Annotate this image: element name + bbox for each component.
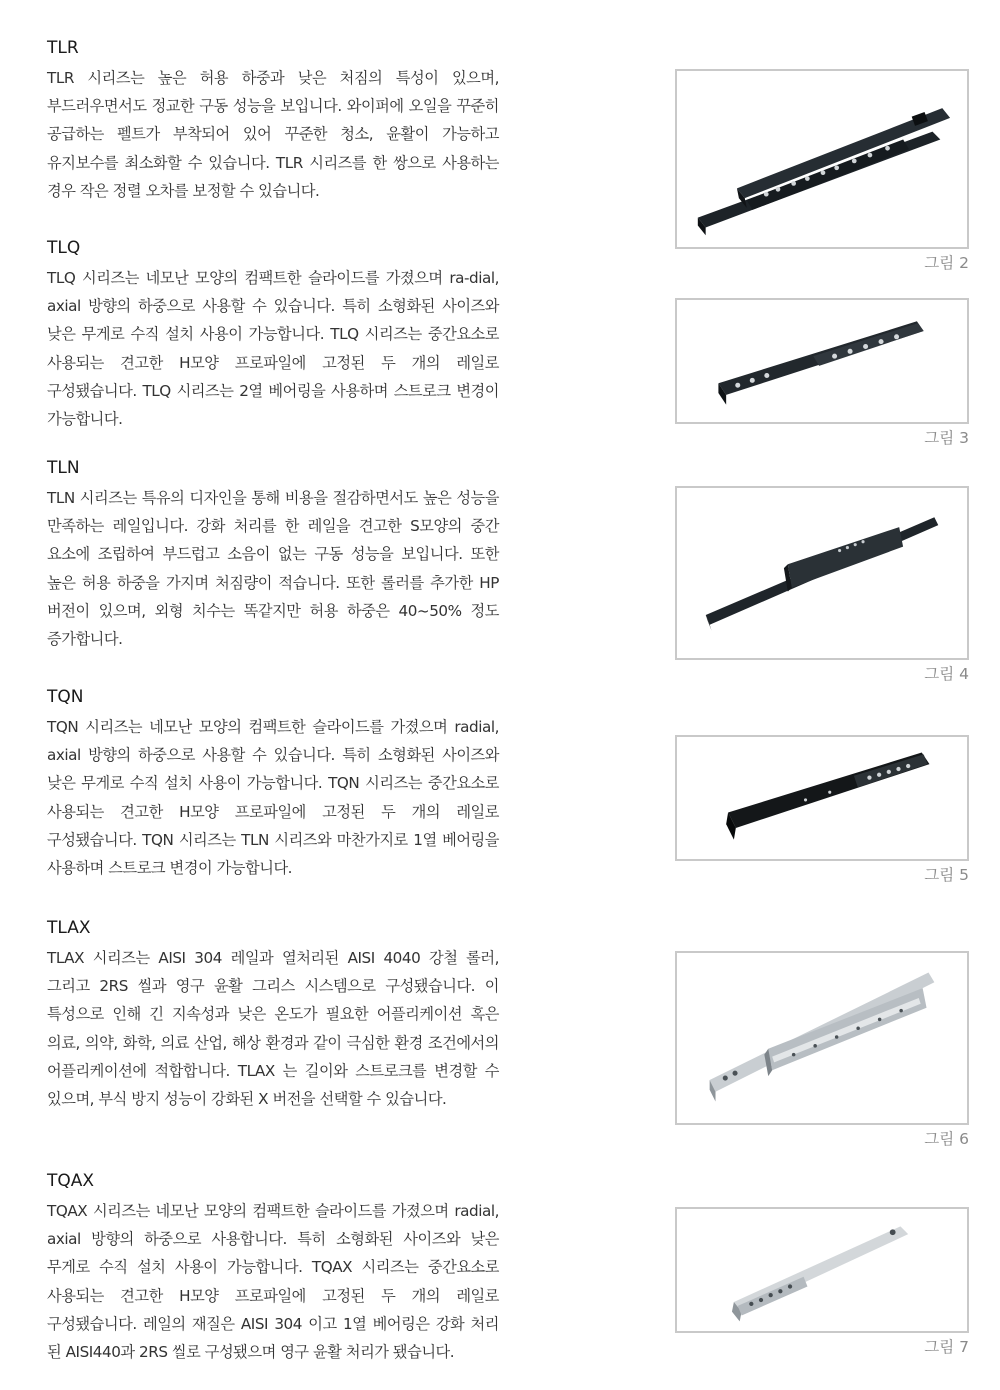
figure-frame bbox=[675, 735, 969, 861]
stainless-compact-slide-image bbox=[677, 1209, 967, 1331]
section-tqax bbox=[47, 1170, 499, 1366]
figure-caption: 그림 6 bbox=[924, 1130, 969, 1148]
figure-6 bbox=[675, 951, 969, 1149]
section-title: TLAX bbox=[47, 918, 91, 938]
figure-2 bbox=[675, 69, 969, 273]
figure-4 bbox=[675, 486, 969, 684]
section-body: TLQ 시리즈는 네모난 모양의 컴팩트한 슬라이드를 가졌으며 ra-dial, axial 방향의 하중으로 사용할 수 있습니다. 특히 소형화된 사이즈와 낮은 무게로 수직 설치 사용이 가능합니다. TLQ 시리즈는 중간요소로 사용되는 견고한 H모양 프로파일에 고정된 두 개의 레일로 구성됐습니다. TLQ 시리즈는 2열 베어링을 사용하며 스트로크 변경이 가능합니다. bbox=[47, 269, 499, 429]
section-title: TQAX bbox=[47, 1171, 95, 1191]
figure-frame bbox=[675, 951, 969, 1125]
black-compact-slide-image bbox=[677, 300, 967, 422]
section-body: TQN 시리즈는 네모난 모양의 컴팩트한 슬라이드를 가졌으며 radial, axial 방향의 하중으로 사용할 수 있습니다. 특히 소형화된 사이즈와 낮은 무게로 수직 설치 사용이 가능합니다. TQN 시리즈는 중간요소로 사용되는 견고한 H모양 프로파일에 고정된 두 개의 레일로 구성됐습니다. TQN 시리즈는 TLN 시리즈와 마찬가지로 1열 베어링을 사용하며 스트로크 변경이 가능합니다. bbox=[47, 718, 499, 878]
figure-caption: 그림 4 bbox=[924, 665, 969, 683]
section-tlq bbox=[47, 237, 499, 433]
figure-frame bbox=[675, 69, 969, 249]
figure-3 bbox=[675, 298, 969, 448]
figure-caption: 그림 2 bbox=[924, 254, 969, 272]
figure-caption: 그림 7 bbox=[924, 1338, 969, 1356]
section-body: TLN 시리즈는 특유의 디자인을 통해 비용을 절감하면서도 높은 성능을 만족하는 레일입니다. 강화 처리를 한 레일을 견고한 S모양의 중간 요소에 조립하여 부드럽고 소음이 없는 구동 성능을 보입니다. 또한 높은 허용 하중을 가지며 처짐량이 적습니다. 또한 롤러를 추가한 HP 버전이 있으며, 외형 치수는 똑같지만 허용 하중은 40~50% 정도 증가합니다. bbox=[47, 489, 499, 649]
section-tlax bbox=[47, 917, 499, 1113]
black-square-slide-image bbox=[677, 737, 967, 859]
section-title: TLN bbox=[47, 458, 80, 478]
figure-caption: 그림 3 bbox=[924, 429, 969, 447]
stainless-telescopic-rail-image bbox=[677, 953, 967, 1123]
figure-frame bbox=[675, 298, 969, 424]
section-tqn bbox=[47, 686, 499, 882]
figure-frame bbox=[675, 1207, 969, 1333]
section-body: TQAX 시리즈는 네모난 모양의 컴팩트한 슬라이드를 가졌으며 radial, axial 방향의 하중으로 사용합니다. 특히 소형화된 사이즈와 낮은 무게로 수직 설치 사용이 가능합니다. TQAX 시리즈는 중간요소로 사용되는 견고한 H모양 프로파일에 고정된 두 개의 레일로 구성됐습니다. 레일의 재질은 AISI 304 이고 1열 베어링은 강화 처리 된 AISI440과 2RS 씰로 구성됐으며 영구 윤활 처리가 됐습니다. bbox=[47, 1202, 499, 1362]
black-telescopic-rail-image bbox=[677, 71, 967, 247]
figure-frame bbox=[675, 486, 969, 660]
figure-7 bbox=[675, 1207, 969, 1357]
section-body: TLR 시리즈는 높은 허용 하중과 낮은 처짐의 특성이 있으며, 부드러우면서도 정교한 구동 성능을 보입니다. 와이퍼에 오일을 꾸준히 공급하는 펠트가 부착되어 있어 꾸준한 청소, 윤활이 가능하고 유지보수를 최소화할 수 있습니다. TLR 시리즈를 한 쌍으로 사용하는 경우 작은 정렬 오차를 보정할 수 있습니다. bbox=[47, 69, 499, 200]
figure-caption: 그림 5 bbox=[924, 866, 969, 884]
section-tlr bbox=[47, 37, 499, 205]
black-s-profile-rail-image bbox=[677, 488, 967, 658]
section-title: TLQ bbox=[47, 238, 81, 258]
section-body: TLAX 시리즈는 AISI 304 레일과 열처리된 AISI 4040 강철 롤러, 그리고 2RS 씰과 영구 윤활 그리스 시스템으로 구성됐습니다. 이 특성으로 인해 긴 지속성과 낮은 온도가 필요한 어플리케이션 혹은 의료, 의약, 화학, 의료 산업, 해상 환경과 같이 극심한 환경 조건에서의 어플리케이션에 적합합니다. TLAX 는 길이와 스트로크를 변경할 수 있으며, 부식 방지 성능이 강화된 X 버전을 선택할 수 있습니다. bbox=[47, 949, 499, 1109]
figure-5 bbox=[675, 735, 969, 885]
section-title: TQN bbox=[47, 687, 84, 707]
section-title: TLR bbox=[47, 38, 79, 58]
section-tln bbox=[47, 457, 499, 653]
